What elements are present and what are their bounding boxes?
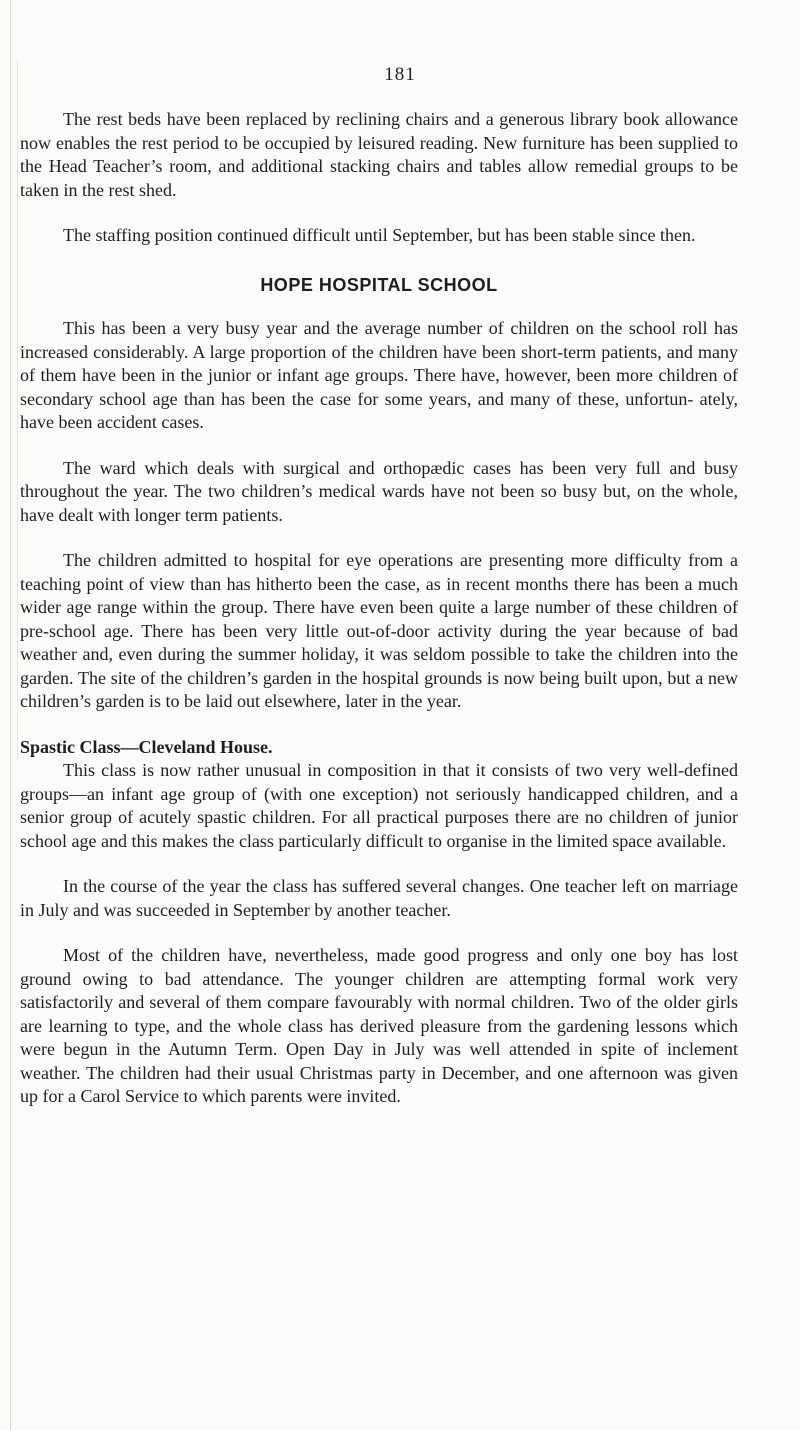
section-heading-hope-hospital-school: HOPE HOSPITAL SCHOOL bbox=[260, 274, 498, 295]
page-body bbox=[20, 108, 738, 1131]
paragraph-class-composition: This class is now rather unusual in composition in that it consists of two very well-defined groups—an infant age group of (with one exception) not seriously handicapped children, and a senior group of acutely spastic children. For all practical purposes there are no children of junior school age and this makes the class particularly difficult to organise in the limited space available. bbox=[20, 760, 738, 851]
binding-edge-line bbox=[10, 0, 11, 1430]
binding-edge-line-inner bbox=[17, 60, 18, 760]
paragraph-rest-beds: The rest beds have been replaced by reclining chairs and a generous library book allowance now enables the rest period to be occupied by leisured reading. New furniture has been supplied to the Head Teacher’s room, and additional stacking chairs and tables allow remedial groups to be taken in the rest shed. bbox=[20, 109, 738, 200]
paragraph-busy-year: This has been a very busy year and the average number of children on the school roll has increased considerably. A large proportion of the children have been short-term patients, and many of them have been in the junior or infant age groups. There have, however, been more children of secondary school age than has been the case for some years, and many of these, unfortun- ately, have been accident cases. bbox=[20, 318, 738, 432]
page-number: 181 bbox=[384, 64, 416, 85]
paragraph-surgical-ward: The ward which deals with surgical and orthopædic cases has been very full and busy throughout the year. The two children’s medical wards have not been so busy but, on the whole, have dealt with longer term patients. bbox=[20, 457, 738, 525]
paragraph-eye-operations: The children admitted to hospital for eye operations are presenting more difficulty from a teaching point of view than has hitherto been the case, as in recent months there has been a much wider age range within the group. There have even been quite a large number of these children of pre-school age. There has been very little out-of-door activity during the year because of bad weather and, even during the summer holiday, it was seldom possible to take the children into the garden. The site of the children’s garden in the hospital grounds is now being built upon, but a new children’s garden is to be laid out elsewhere, later in the year. bbox=[20, 550, 738, 711]
paragraph-class-changes: In the course of the year the class has suffered several changes. One teacher left on marriage in July and was succeeded in September by another teacher. bbox=[20, 876, 738, 920]
paragraph-progress: Most of the children have, nevertheless, made good progress and only one boy has lost ground owing to bad attendance. The younger children are attempting formal work very satisfactorily and several of them compare favourably with normal children. Two of the older girls are learning to type, and the whole class has derived pleasure from the gardening lessons which were begun in the Autumn Term. Open Day in July was well attended in spite of inclement weather. The children had their usual Christmas party in December, and one afternoon was given up for a Carol Service to which parents were invited. bbox=[20, 945, 738, 1106]
subheading-spastic-class: Spastic Class—Cleveland House. bbox=[20, 736, 273, 757]
paragraph-staffing: The staffing position continued difficult until September, but has been stable since then. bbox=[63, 225, 696, 245]
